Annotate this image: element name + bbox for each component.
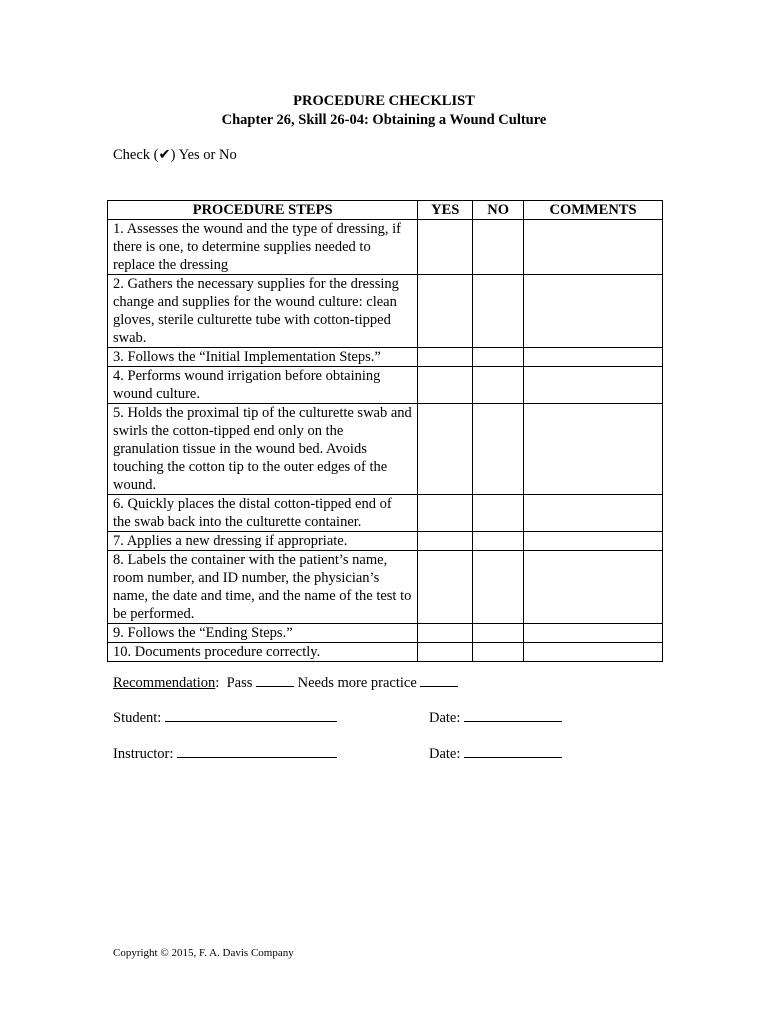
recommendation-label: Recommendation bbox=[113, 675, 216, 691]
header-comments: COMMENTS bbox=[524, 201, 663, 220]
comments-cell[interactable] bbox=[524, 404, 663, 495]
step-text: 6. Quickly places the distal cotton-tipped end of the swab back into the culturette container. bbox=[108, 495, 418, 532]
step-text: 3. Follows the “Initial Implementation Steps.” bbox=[108, 348, 418, 367]
instructor-signature-line bbox=[113, 743, 337, 763]
recommendation-line bbox=[113, 672, 458, 692]
yes-cell[interactable] bbox=[418, 348, 473, 367]
page-subtitle: Chapter 26, Skill 26-04: Obtaining a Wound Culture bbox=[221, 112, 547, 128]
step-text: 7. Applies a new dressing if appropriate. bbox=[108, 532, 418, 551]
no-cell[interactable] bbox=[473, 275, 524, 348]
no-cell[interactable] bbox=[473, 624, 524, 643]
table-row bbox=[108, 367, 663, 404]
comments-cell[interactable] bbox=[524, 643, 663, 662]
no-cell[interactable] bbox=[473, 495, 524, 532]
step-text: 4. Performs wound irrigation before obtaining wound culture. bbox=[108, 367, 418, 404]
student-blank[interactable] bbox=[165, 707, 337, 722]
step-text: 9. Follows the “Ending Steps.” bbox=[108, 624, 418, 643]
yes-cell[interactable] bbox=[418, 404, 473, 495]
table-row bbox=[108, 495, 663, 532]
yes-cell[interactable] bbox=[418, 275, 473, 348]
needs-practice-blank[interactable] bbox=[420, 672, 458, 687]
comments-cell[interactable] bbox=[524, 551, 663, 624]
page-title: PROCEDURE CHECKLIST bbox=[293, 93, 475, 109]
check-instruction bbox=[113, 146, 237, 164]
step-text: 1. Assesses the wound and the type of dressing, if there is one, to determine supplies needed to replace the dressing bbox=[108, 220, 418, 275]
yes-cell[interactable] bbox=[418, 532, 473, 551]
comments-cell[interactable] bbox=[524, 495, 663, 532]
comments-cell[interactable] bbox=[524, 275, 663, 348]
no-cell[interactable] bbox=[473, 348, 524, 367]
table-row bbox=[108, 220, 663, 275]
table-row bbox=[108, 643, 663, 662]
table-row bbox=[108, 551, 663, 624]
header-no: NO bbox=[473, 201, 524, 220]
step-text: 10. Documents procedure correctly. bbox=[108, 643, 418, 662]
student-label: Student: bbox=[113, 710, 162, 726]
yes-cell[interactable] bbox=[418, 551, 473, 624]
instructor-blank[interactable] bbox=[177, 743, 337, 758]
comments-cell[interactable] bbox=[524, 348, 663, 367]
header-yes: YES bbox=[418, 201, 473, 220]
yes-cell[interactable] bbox=[418, 495, 473, 532]
header-procedure-steps: PROCEDURE STEPS bbox=[108, 201, 418, 220]
yes-cell[interactable] bbox=[418, 624, 473, 643]
no-cell[interactable] bbox=[473, 551, 524, 624]
comments-cell[interactable] bbox=[524, 624, 663, 643]
table-header-row bbox=[108, 201, 663, 220]
copyright-footer: Copyright © 2015, F. A. Davis Company bbox=[113, 947, 294, 959]
comments-cell[interactable] bbox=[524, 532, 663, 551]
yes-cell[interactable] bbox=[418, 643, 473, 662]
instructor-date-label: Date: bbox=[429, 746, 461, 762]
check-instruction-suffix: ) Yes or No bbox=[170, 147, 237, 163]
student-date-label: Date: bbox=[429, 710, 461, 726]
yes-cell[interactable] bbox=[418, 367, 473, 404]
pass-label: Pass bbox=[226, 675, 253, 691]
student-date-blank[interactable] bbox=[464, 707, 562, 722]
table-row bbox=[108, 404, 663, 495]
step-text: 5. Holds the proximal tip of the culturette swab and swirls the cotton-tipped end only on the granulation tissue in the wound bed. Avoids touching the cotton tip to the outer edges of the wound. bbox=[108, 404, 418, 495]
no-cell[interactable] bbox=[473, 532, 524, 551]
table-row bbox=[108, 348, 663, 367]
checkmark-icon: ✔ bbox=[158, 147, 171, 163]
student-signature-line bbox=[113, 707, 337, 727]
instructor-date-line bbox=[429, 743, 562, 763]
recommendation-colon: : bbox=[215, 675, 220, 691]
yes-cell[interactable] bbox=[418, 220, 473, 275]
step-text: 8. Labels the container with the patient’s name, room number, and ID number, the physician’s name, the date and time, and the name of the test to be performed. bbox=[108, 551, 418, 624]
no-cell[interactable] bbox=[473, 643, 524, 662]
comments-cell[interactable] bbox=[524, 367, 663, 404]
no-cell[interactable] bbox=[473, 220, 524, 275]
table-row bbox=[108, 624, 663, 643]
check-instruction-prefix: Check ( bbox=[113, 147, 159, 163]
comments-cell[interactable] bbox=[524, 220, 663, 275]
instructor-label: Instructor: bbox=[113, 746, 174, 762]
pass-blank[interactable] bbox=[256, 672, 294, 687]
student-date-line bbox=[429, 707, 562, 727]
needs-practice-label: Needs more practice bbox=[297, 675, 417, 691]
procedure-checklist-table bbox=[107, 200, 663, 662]
table-row bbox=[108, 532, 663, 551]
table-row bbox=[108, 275, 663, 348]
no-cell[interactable] bbox=[473, 367, 524, 404]
instructor-date-blank[interactable] bbox=[464, 743, 562, 758]
no-cell[interactable] bbox=[473, 404, 524, 495]
step-text: 2. Gathers the necessary supplies for the dressing change and supplies for the wound culture: clean gloves, sterile culturette tube with cotton-tipped swab. bbox=[108, 275, 418, 348]
